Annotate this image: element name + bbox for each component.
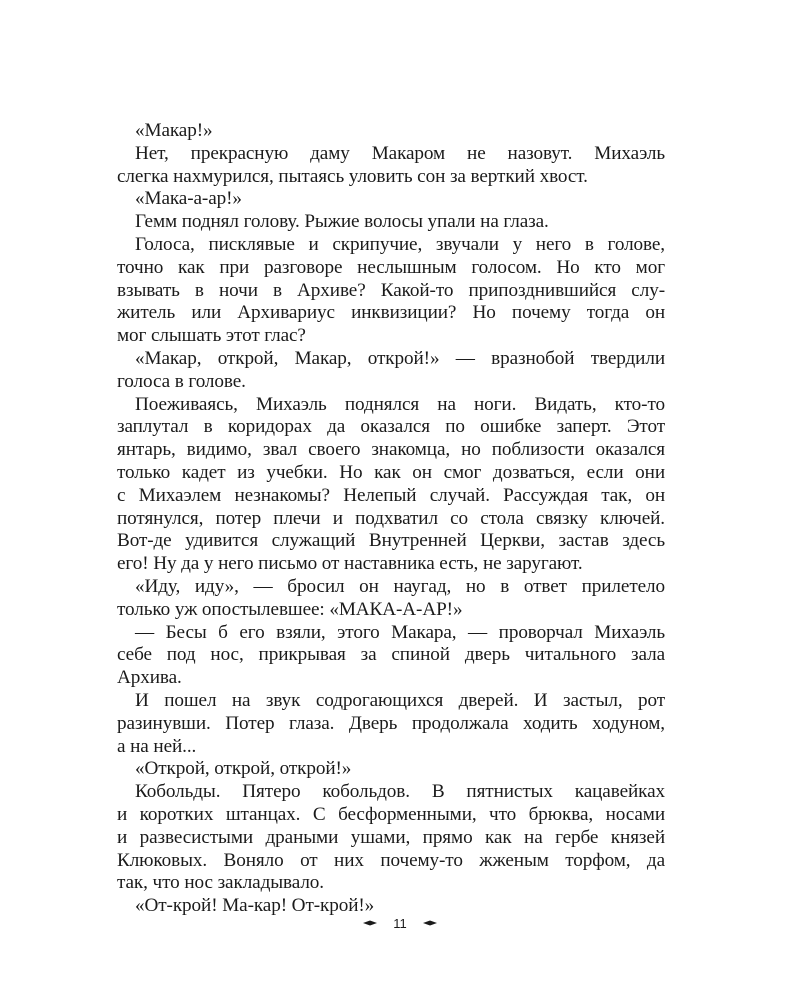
text-line: Нет, прекрасную даму Макаром не назовут. Михаэль bbox=[135, 142, 665, 164]
text-line: «От-крой! Ма-кар! От-крой!» bbox=[135, 895, 375, 917]
text-line: а на ней... bbox=[117, 735, 197, 757]
text-line: «Макар, открой, Макар, открой!» — вразнобой твердили bbox=[135, 347, 665, 369]
text-line: Вот-де удивится служащий Внутренней Церкви, застав здесь bbox=[117, 530, 665, 552]
text-line: его! Ну да у него письмо от наставника есть, не заругают. bbox=[117, 553, 583, 575]
text-line: и коротких штанцах. С бесформенными, что брюква, носами bbox=[117, 803, 665, 825]
text-line: так, что нос закладывало. bbox=[117, 872, 324, 894]
text-line: янтарь, видимо, звал своего знакомца, но поблизости оказался bbox=[117, 439, 665, 461]
text-line: «Мака-а-ар!» bbox=[135, 188, 242, 210]
text-line: взывать в ночи в Архиве? Какой-то припозднившийся слу- bbox=[117, 279, 665, 301]
text-line: — Бесы б его взяли, этого Макара, — проворчал Михаэль bbox=[135, 621, 665, 643]
text-line: себе под нос, прикрывая за спиной дверь читального зала bbox=[117, 644, 665, 666]
page-number: 11 bbox=[393, 915, 407, 931]
ornament-right-icon bbox=[423, 920, 437, 926]
text-line: голоса в голове. bbox=[117, 370, 246, 392]
text-line: Голоса, писклявые и скрипучие, звучали у него в голове, bbox=[135, 233, 665, 255]
text-line: «Макар!» bbox=[135, 120, 213, 141]
text-line: Поеживаясь, Михаэль поднялся на ноги. Видать, кто-то bbox=[135, 393, 665, 415]
body-text bbox=[117, 120, 665, 918]
text-line: житель или Архивариус инквизиции? Но почему тогда он bbox=[117, 302, 665, 324]
text-line: и развесистыми драными ушами, прямо как на гербе князей bbox=[117, 826, 665, 848]
text-line: потянулся, потер плечи и подхватил со стола связку ключей. bbox=[117, 507, 665, 529]
text-line: слегка нахмурился, пытаясь уловить сон за верткий хвост. bbox=[117, 165, 588, 187]
text-line: И пошел на звук содрогающихся дверей. И застыл, рот bbox=[135, 689, 665, 711]
text-line: мог слышать этот глас? bbox=[117, 325, 306, 347]
text-line: Гемм поднял голову. Рыжие волосы упали на глаза. bbox=[135, 211, 549, 233]
ornament-left-icon bbox=[363, 920, 377, 926]
text-line: Клюковых. Воняло от них почему-то жженым торфом, да bbox=[117, 849, 665, 871]
text-line: точно как при разговоре неслышным голосом. Но кто мог bbox=[117, 256, 665, 278]
text-line: разинувши. Потер глаза. Дверь продолжала ходить ходуном, bbox=[117, 712, 665, 734]
text-line: «Открой, открой, открой!» bbox=[135, 758, 352, 780]
text-line: только уж опостылевшее: «МАКА-А-АР!» bbox=[117, 598, 463, 620]
text-line: заплутал в коридорах да оказался по ошибке заперт. Этот bbox=[117, 416, 665, 438]
text-line: с Михаэлем незнакомы? Нелепый случай. Рассуждая так, он bbox=[117, 484, 665, 506]
page-footer bbox=[0, 910, 800, 936]
text-line: Архива. bbox=[117, 667, 182, 689]
text-line: только кадет из учебки. Но как он смог дозваться, если они bbox=[117, 461, 665, 483]
text-line: «Иду, иду», — бросил он наугад, но в ответ прилетело bbox=[135, 575, 665, 597]
text-line: Кобольды. Пятеро кобольдов. В пятнистых кацавейках bbox=[135, 781, 665, 803]
